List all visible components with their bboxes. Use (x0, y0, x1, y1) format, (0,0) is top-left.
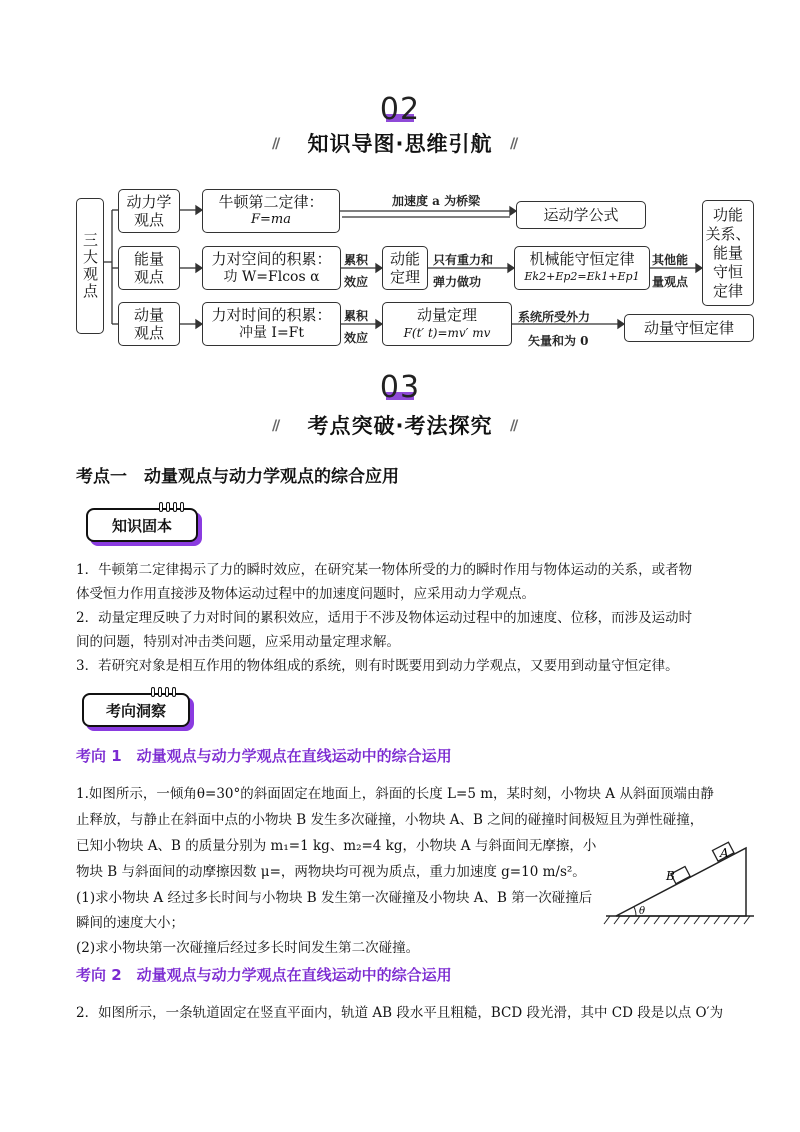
section-banner: // 考点突破·考法探究 // (0, 410, 800, 450)
direction1-title: 考向 1 动量观点与动力学观点在直线运动中的综合运用 (76, 747, 452, 765)
label-b: B (666, 869, 675, 883)
other-energy-label: 其他能 量观点 (652, 253, 689, 289)
incline-drawing (600, 838, 760, 928)
kaodian-heading: 考点一 动量观点与动力学观点的综合应用 (76, 467, 399, 487)
mech-energy-box: 机械能守恒定律 Ek2+Ep2=Ek1+Ep1 (514, 246, 650, 290)
direction-tag: 考向洞察 (82, 693, 190, 727)
energy-conservation-box: 功能 关系、 能量 守恒 定律 (702, 200, 754, 306)
root-node: 三大观点 (76, 198, 104, 334)
work-box: 力对空间的积累： 功 W=Flcos α (202, 246, 341, 290)
paragraph-line: 3．若研究对象是相互作用的物体组成的系统，则有时既要用到动力学观点，又要用到动量守恒定律。 (76, 658, 679, 674)
kinetic-theorem-box: 动能 定理 (382, 246, 428, 290)
problem-line: 物块 B 与斜面间的动摩擦因数 μ=，两物块均可视为质点，重力加速度 g=10 m/s²。 (76, 864, 586, 880)
section-banner: // 知识导图·思维引航 // (0, 128, 800, 168)
condition-label-momentum: 系统所受外力 矢量和为 0 (518, 310, 591, 348)
view-energy: 能量 观点 (118, 246, 180, 290)
knowledge-tag: 知识固本 (86, 508, 198, 542)
condition-label-energy: 只有重力和 弹力做功 (433, 253, 494, 289)
label-theta: θ (639, 906, 646, 917)
problem-line: (1)求小物块 A 经过多长时间与小物块 B 发生第一次碰撞及小物块 A、B 第一次碰撞后 (76, 890, 593, 906)
momentum-conservation-box: 动量守恒定律 (624, 314, 754, 342)
paragraph-line: 体受恒力作用直接涉及物体运动过程中的加速度问题时，应采用动力学观点。 (76, 586, 535, 602)
paragraph-line: 2．动量定理反映了力对时间的累积效应，适用于不涉及物体运动过程中的加速度、位移，而涉及运动时 (76, 610, 693, 626)
incline-figure (600, 838, 760, 928)
section-number: 02 (379, 92, 421, 127)
momentum-theorem-box: 动量定理 F(t′ t)=mv′ mv (382, 302, 512, 346)
label-a: A (720, 846, 729, 860)
problem-line: 2．如图所示，一条轨道固定在竖直平面内，轨道 AB 段水平且粗糙，BCD 段光滑，其中 CD 段是以点 O′为 (76, 1005, 724, 1021)
kinematics-box: 运动学公式 (516, 201, 646, 229)
view-dynamics: 动力学 观点 (118, 189, 180, 233)
knowledge-paragraphs (76, 558, 736, 678)
newton-law-box: 牛顿第二定律： F=ma (202, 189, 340, 233)
impulse-box: 力对时间的积累： 冲量 I=Ft (202, 302, 341, 346)
effect-label-momentum: 累积 效应 (344, 309, 369, 345)
section-title: 考点突破·考法探究 (294, 410, 506, 442)
effect-label-energy: 累积 效应 (344, 253, 369, 289)
problem-line: 1.如图所示，一倾角θ=30°的斜面固定在地面上，斜面的长度 L=5 m，某时刻，小物块 A 从斜面顶端由静 (76, 786, 714, 802)
problem-line: 止释放，与静止在斜面中点的小物块 B 发生多次碰撞，小物块 A、B 之间的碰撞时间极短且为弹性碰撞， (76, 812, 704, 828)
bridge-label: 加速度 a 为桥梁 (392, 194, 481, 208)
view-momentum: 动量 观点 (118, 302, 180, 346)
problem-line: 瞬间的速度大小； (76, 915, 184, 931)
problem-line: 已知小物块 A、B 的质量分别为 m₁=1 kg、m₂=4 kg，小物块 A 与斜面间无摩擦，小 (76, 838, 597, 854)
direction2-title: 考向 2 动量观点与动力学观点在直线运动中的综合运用 (76, 966, 452, 984)
knowledge-map (0, 0, 800, 360)
section-number: 03 (379, 370, 421, 405)
problem-line: (2)求小物块第一次碰撞后经过多长时间发生第二次碰撞。 (76, 940, 420, 956)
section-title: 知识导图·思维引航 (294, 128, 506, 160)
paragraph-line: 间的问题，特别对冲击类问题，应采用动量定理求解。 (76, 634, 400, 650)
paragraph-line: 1．牛顿第二定律揭示了力的瞬时效应，在研究某一物体所受的力的瞬时作用与物体运动的关系，或者物 (76, 562, 693, 578)
